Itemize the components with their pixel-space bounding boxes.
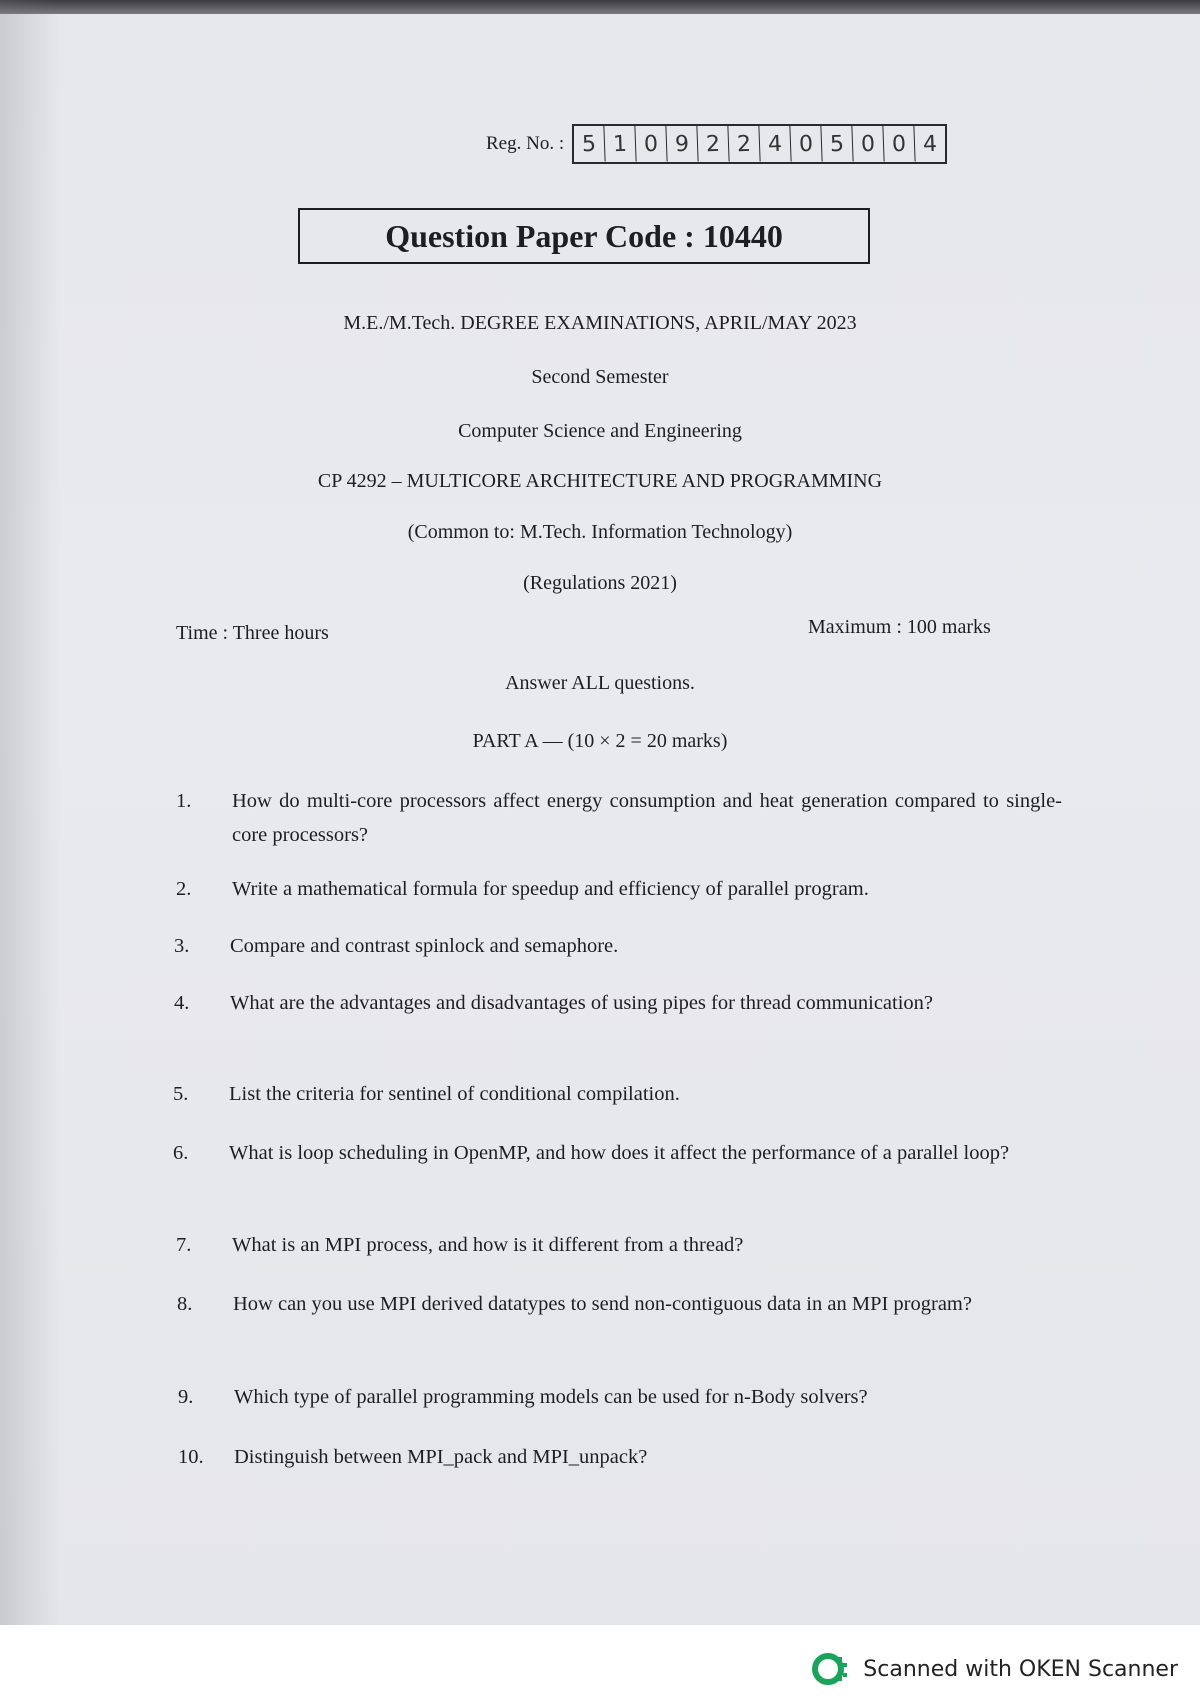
question-text: How can you use MPI derived datatypes to send non-contiguous data in an MPI program? <box>233 1293 972 1315</box>
oken-scanner-logo-icon <box>811 1651 851 1687</box>
scan-footer <box>0 1625 1200 1698</box>
reg-digit: 0 <box>790 125 822 162</box>
reg-digit: 5 <box>821 125 853 162</box>
question-text: Which type of parallel programming models can be used for n-Body solvers? <box>234 1386 868 1408</box>
question-number: 1. <box>176 790 192 812</box>
question-text: Write a mathematical formula for speedup and efficiency of parallel program. <box>232 878 869 900</box>
department: Computer Science and Engineering <box>458 420 742 442</box>
common-to: (Common to: M.Tech. Information Technology) <box>407 521 793 543</box>
question-text: What is an MPI process, and how is it different from a thread? <box>232 1234 744 1256</box>
question-number: 6. <box>173 1142 189 1164</box>
reg-digit: 9 <box>666 125 698 162</box>
question-text: List the criteria for sentinel of conditional compilation. <box>229 1083 680 1105</box>
question-number: 8. <box>177 1293 193 1315</box>
reg-digit: 2 <box>697 125 729 162</box>
question-number: 4. <box>174 992 190 1014</box>
scan-shadow <box>0 0 60 1625</box>
instruction: Answer ALL questions. <box>505 672 695 694</box>
reg-digit-boxes <box>572 124 947 164</box>
reg-digit: 4 <box>922 131 938 157</box>
regulations: (Regulations 2021) <box>523 572 677 594</box>
question-number: 10. <box>178 1446 204 1468</box>
question-number: 3. <box>174 935 190 957</box>
question-number: 7. <box>176 1234 192 1256</box>
question-paper-code: Question Paper Code : 10440 <box>298 208 870 264</box>
reg-digit: 4 <box>759 125 791 162</box>
reg-digit: 1 <box>604 125 636 162</box>
course-title: CP 4292 – MULTICORE ARCHITECTURE AND PROGRAMMING <box>317 470 883 492</box>
reg-digit: 5 <box>573 125 605 162</box>
question-number: 9. <box>178 1386 194 1408</box>
semester: Second Semester <box>531 366 669 388</box>
question-text: Distinguish between MPI_pack and MPI_unpack? <box>234 1446 648 1468</box>
question-text: What is loop scheduling in OpenMP, and how does it affect the performance of a parallel loop? <box>229 1142 1010 1164</box>
exam-title: M.E./M.Tech. DEGREE EXAMINATIONS, APRIL/MAY 2023 <box>343 312 857 334</box>
reg-digit: 0 <box>883 125 915 162</box>
maximum-marks: Maximum : 100 marks <box>808 616 991 638</box>
reg-digit: 0 <box>635 125 667 162</box>
question-text: How do multi-core processors affect energy consumption and heat generation compared to single-core processors? <box>232 790 1062 846</box>
question-number: 5. <box>173 1083 189 1105</box>
scanner-text: Scanned with OKEN Scanner <box>863 1656 1178 1682</box>
question-text: What are the advantages and disadvantages of using pipes for thread communication? <box>230 992 934 1014</box>
reg-digit: 2 <box>728 125 760 162</box>
question-number: 2. <box>176 878 192 900</box>
part-heading: PART A — (10 × 2 = 20 marks) <box>472 730 728 752</box>
scan-top-edge <box>0 0 1200 14</box>
registration-number <box>486 124 947 164</box>
question-text: Compare and contrast spinlock and semaphore. <box>230 935 619 957</box>
reg-digit: 0 <box>852 125 884 162</box>
reg-label: Reg. No. : <box>486 133 565 154</box>
time-allowed: Time : Three hours <box>176 622 329 644</box>
scanner-watermark <box>811 1651 1178 1687</box>
